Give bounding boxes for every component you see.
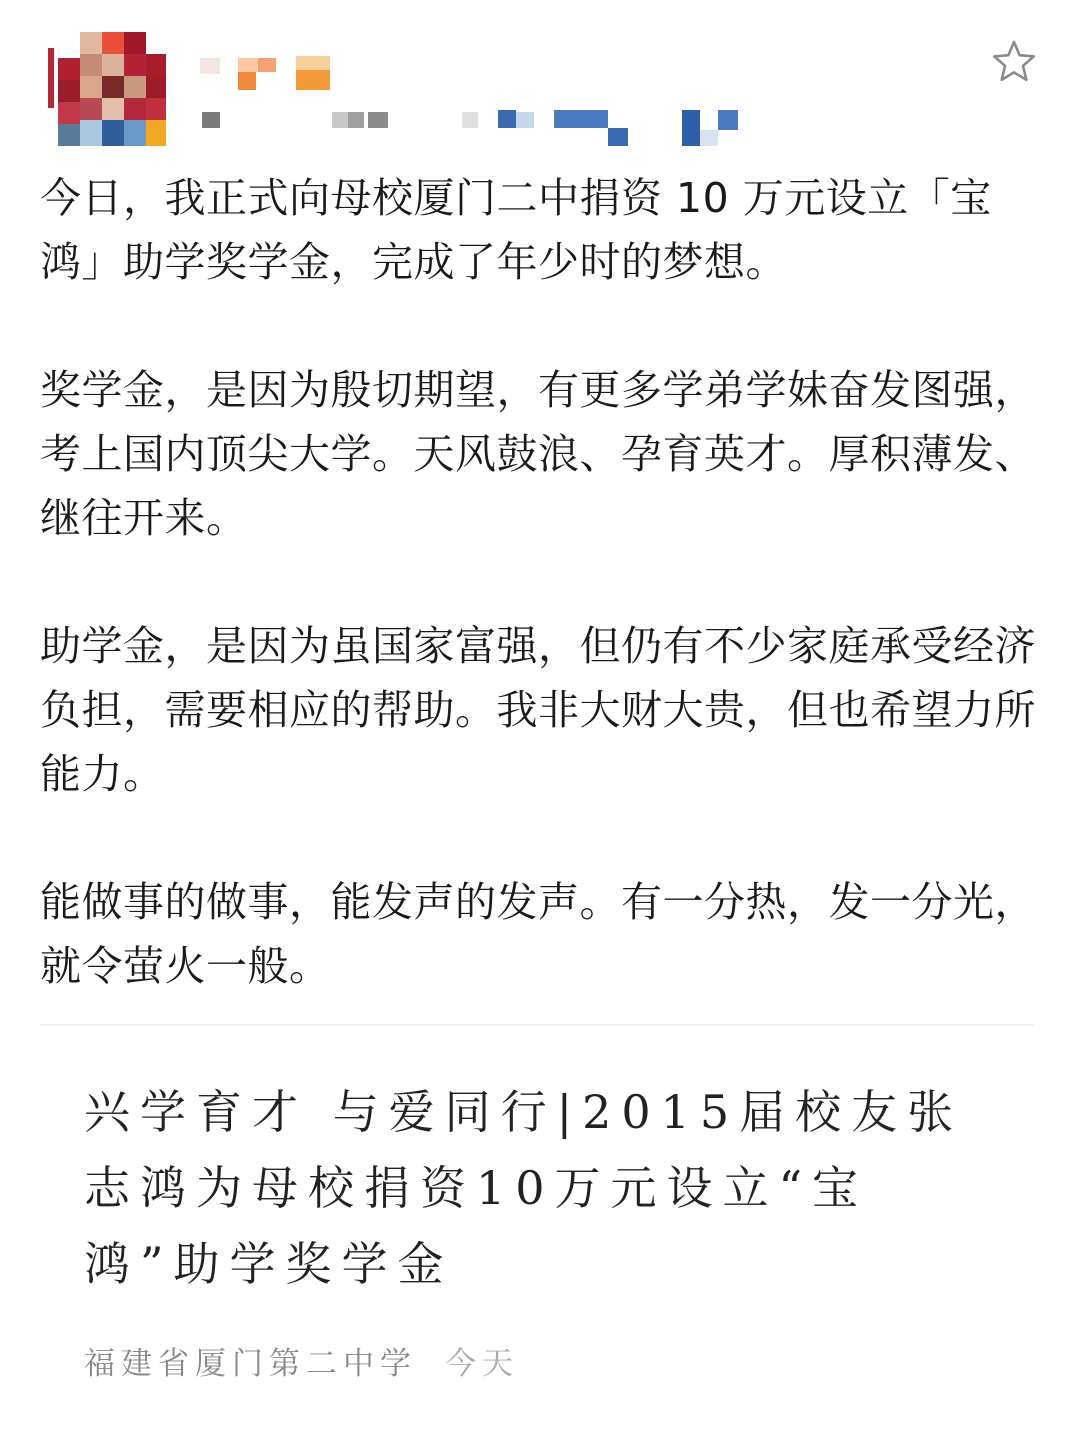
article-title: 兴学育才 与爱同行|2015届校友张志鸿为母校捐资10万元设立“宝鸿”助学奖学金: [84, 1085, 964, 1291]
pixelated-meta-image: [200, 106, 760, 148]
post-paragraph: 今日，我正式向母校厦门二中捐资 10 万元设立「宝鸿」助学奖学金，完成了年少时的梦想。: [40, 174, 992, 286]
post-paragraph: 助学金，是因为虽国家富强，但仍有不少家庭承受经济负担，需要相应的帮助。我非大财大贵，但也希望力所能力。: [40, 622, 1036, 798]
shared-article-card[interactable]: [40, 1050, 1034, 1410]
avatar[interactable]: [40, 18, 168, 146]
post-paragraph: 能做事的做事，能发声的发声。有一分热，发一分光，就令萤火一般。: [40, 878, 1036, 990]
pixelated-avatar-image: [40, 18, 168, 146]
star-icon[interactable]: [990, 38, 1038, 86]
post-paragraph: 奖学金，是因为殷切期望，有更多学弟学妹奋发图强，考上国内顶尖大学。天风鼓浪、孕育英才。厚积薄发、继往开来。: [40, 366, 1036, 542]
pixelated-name-image: [200, 52, 340, 92]
divider: [40, 1024, 1034, 1026]
post-text: [40, 166, 1040, 998]
star-outline-icon: [990, 38, 1038, 86]
article-time: 今天: [445, 1346, 519, 1382]
article-source: 福建省厦门第二中学: [84, 1346, 417, 1382]
article-meta: [84, 1338, 519, 1383]
obscured-username[interactable]: [200, 52, 340, 92]
obscured-post-meta: [200, 106, 760, 148]
